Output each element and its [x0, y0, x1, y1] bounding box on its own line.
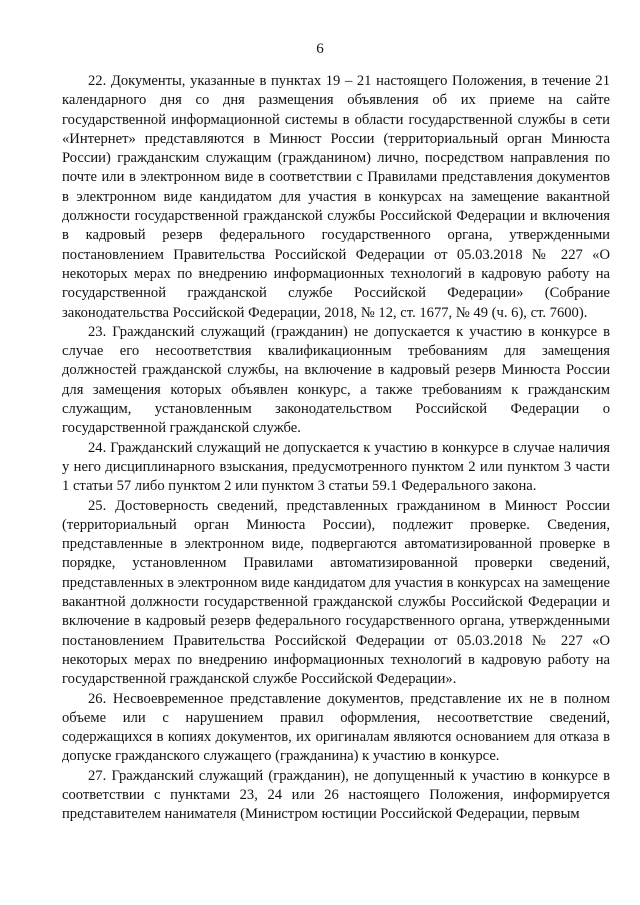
paragraph-22: 22. Документы, указанные в пунктах 19 – 21 настоящего Положения, в течение 21 календарного дня со дня размещения объявления об их приеме на сайте государственной информационной системы в области государственной службы в сети «Интернет» представляются в Минюст России (территориальный орган Минюста России) гражданским служащим (гражданином) лично, посредством направления по почте или в электронном виде в соответствии с Правилами представления документов в электронном виде кандидатом для участия в конкурсах на замещение вакантной должности государственной гражданской службы Российской Федерации и включения в кадровый резерв федерального государственного органа, утвержденными постановлением Правительства Российской Федерации от 05.03.2018 № 227 «О некоторых мерах по внедрению информационных технологий в кадровую работу на государственной гражданской службе Российской Федерации» (Собрание законодательства Российской Федерации, 2018, № 12, ст. 1677, № 49 (ч. 6), ст. 7600).: [62, 73, 610, 321]
paragraph-25: 25. Достоверность сведений, представленных гражданином в Минюст России (территориальный орган Минюста России), подлежит проверке. Сведения, представленные в электронном виде, подвергаются автоматизированной проверке в порядке, установленном Правилами автоматизированной проверки сведений, представленных в электронном виде кандидатом для участия в конкурсах на замещение вакантной должности государственной гражданской службы Российской Федерации и включение в кадровый резерв федерального государственного органа, утвержденными постановлением Правительства Российской Федерации от 05.03.2018 № 227 «О некоторых мерах по внедрению информационных технологий в кадровую работу на государственной гражданской службе Российской Федерации».: [62, 497, 610, 688]
paragraph-26: 26. Несвоевременное представление документов, представление их не в полном объеме или с нарушением правил оформления, несоответствие сведений, содержащихся в копиях документов, их оригиналам являются основанием для отказа в допуске гражданского служащего (гражданина) к участию в конкурсе.: [62, 690, 610, 765]
document-body: [62, 72, 610, 825]
paragraph-23: 23. Гражданский служащий (гражданин) не допускается к участию в конкурсе в случае его несоответствия квалификационным требованиям для замещения должностей гражданской службы, на включение в кадровый резерв Минюста России для замещения которых объявлен конкурс, а также требованиям к гражданским служащим, установленным законодательством Российской Федерации о государственной гражданской службе.: [62, 323, 610, 437]
paragraph-24: 24. Гражданский служащий не допускается к участию в конкурсе в случае наличия у него дисциплинарного взыскания, предусмотренного пунктом 2 или пунктом 3 части 1 статьи 57 либо пунктом 2 или пунктом 3 статьи 59.1 Федерального закона.: [62, 439, 610, 495]
page-number: 6: [316, 41, 324, 57]
paragraph-27: 27. Гражданский служащий (гражданин), не допущенный к участию в конкурсе в соответствии с пунктами 23, 24 или 26 настоящего Положения, информируется представителем нанимателя (Министром юстиции Российской Федерации, первым: [62, 767, 610, 823]
